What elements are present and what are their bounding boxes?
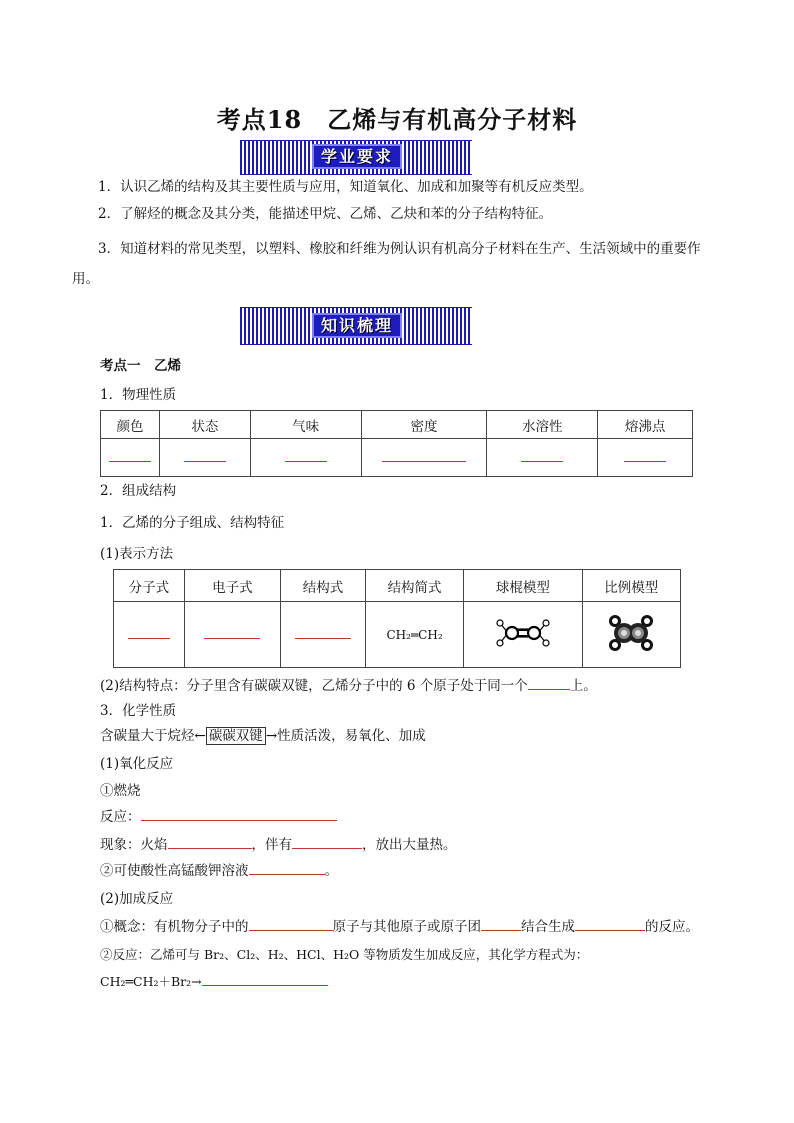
structure-feature — [100, 677, 597, 695]
blank-color[interactable] — [101, 439, 160, 477]
concept-text-d: 的反应。 — [645, 919, 699, 935]
blank-molecular-formula[interactable] — [114, 602, 185, 668]
phenomenon-line — [100, 836, 457, 854]
composition-subtitle: 1．乙烯的分子组成、结构特征 — [100, 515, 285, 531]
requirement-3-cont: 用。 — [72, 271, 99, 287]
blank-flame[interactable] — [168, 836, 252, 849]
phenomenon-heat: ，放出大量热。 — [362, 837, 457, 853]
space-filling-model-image — [582, 602, 680, 668]
blank-br2-product[interactable] — [202, 973, 328, 986]
ball-stick-model-icon — [496, 615, 550, 651]
concept-text-a: ①概念：有机物分子中的 — [100, 919, 249, 935]
header-color: 颜色 — [101, 411, 160, 439]
chem-summary — [100, 727, 426, 745]
addition-title: (2)加成反应 — [100, 891, 174, 907]
blank-smoke[interactable] — [292, 836, 362, 849]
kmno4-line — [100, 862, 338, 880]
addition-reaction-desc: ②反应：乙烯可与 Br₂、Cl₂、H₂、HCl、H₂O 等物质发生加成反应，其化学方程式为： — [100, 947, 589, 962]
blank-solubility[interactable] — [487, 439, 598, 477]
structure-feature-text: (2)结构特点：分子里含有碳碳双键，乙烯分子中的 6 个原子处于同一个 — [100, 678, 528, 694]
chem-properties-title: 3．化学性质 — [100, 703, 177, 719]
header-density: 密度 — [361, 411, 487, 439]
reaction-line — [100, 808, 337, 826]
double-bond-box: 碳碳双键 — [206, 727, 266, 745]
space-filling-model-icon — [606, 613, 656, 653]
blank-concept-direct[interactable] — [481, 918, 521, 931]
structure-feature-suffix: 上。 — [569, 678, 597, 694]
requirement-3: 3．知道材料的常见类型，以塑料、橡胶和纤维为例认识有机高分子材料在生产、生活领域中的重要作 — [98, 241, 701, 257]
requirement-1: 1．认识乙烯的结构及其主要性质与应用，知道氧化、加成和加聚等有机反应类型。 — [98, 179, 593, 195]
simple-formula-cell: CH₂═CH₂ — [365, 602, 463, 668]
kmno4-text: ②可使酸性高锰酸钾溶液 — [100, 863, 249, 879]
header-space-filling-model: 比例模型 — [582, 570, 680, 602]
representation-title: (1)表示方法 — [100, 546, 174, 562]
composition-title: 2．组成结构 — [100, 483, 177, 499]
addition-concept — [100, 918, 699, 936]
blank-state[interactable] — [159, 439, 250, 477]
header-melting-point: 熔沸点 — [598, 411, 693, 439]
br2-equation: CH₂═CH₂＋Br₂→ — [100, 974, 202, 989]
blank-odor[interactable] — [250, 439, 361, 477]
kmno4-end: 。 — [324, 863, 338, 879]
header-structural-formula: 结构式 — [281, 570, 366, 602]
concept-text-b: 原子与其他原子或原子团 — [332, 919, 481, 935]
header-odor: 气味 — [250, 411, 361, 439]
physical-properties-title: 1．物理性质 — [100, 387, 177, 403]
oxidation-title: (1)氧化反应 — [100, 756, 174, 772]
header-state: 状态 — [159, 411, 250, 439]
concept-text-c: 结合生成 — [521, 919, 575, 935]
br2-equation-line — [100, 973, 328, 991]
header-ball-stick-model: 球棍模型 — [464, 570, 582, 602]
banner-requirements-label: 学业要求 — [312, 144, 402, 169]
blank-concept-product[interactable] — [575, 918, 645, 931]
blank-combustion-reaction[interactable] — [141, 808, 337, 821]
blank-kmno4[interactable] — [249, 862, 325, 875]
phenomenon-accompany: ，伴有 — [251, 837, 292, 853]
banner-knowledge — [240, 307, 472, 345]
banner-knowledge-label: 知识梳理 — [312, 313, 402, 338]
chem-summary-pre: 含碳量大于烷烃← — [100, 728, 206, 744]
combustion-label: ①燃烧 — [100, 783, 141, 799]
blank-melting-point[interactable] — [598, 439, 693, 477]
requirement-2: 2．了解烃的概念及其分类，能描述甲烷、乙烯、乙炔和苯的分子结构特征。 — [98, 206, 553, 222]
blank-density[interactable] — [361, 439, 487, 477]
ball-stick-model-image — [464, 602, 582, 668]
blank-concept-atom[interactable] — [249, 918, 333, 931]
reaction-label: 反应： — [100, 809, 141, 825]
banner-requirements — [240, 140, 472, 175]
blank-plane[interactable] — [528, 677, 570, 690]
page-title: 考点18 乙烯与有机高分子材料 — [216, 105, 578, 134]
header-electron-formula: 电子式 — [184, 570, 281, 602]
section-ethylene: 考点一 乙烯 — [100, 358, 181, 374]
chem-summary-post: →性质活泼，易氧化、加成 — [265, 728, 426, 744]
header-simple-formula: 结构简式 — [365, 570, 463, 602]
blank-structural-formula[interactable] — [281, 602, 366, 668]
phenomenon-label: 现象：火焰 — [100, 837, 168, 853]
blank-electron-formula[interactable] — [184, 602, 281, 668]
header-solubility: 水溶性 — [487, 411, 598, 439]
representation-table — [113, 569, 681, 668]
header-molecular-formula: 分子式 — [114, 570, 185, 602]
physical-properties-table — [100, 410, 693, 477]
